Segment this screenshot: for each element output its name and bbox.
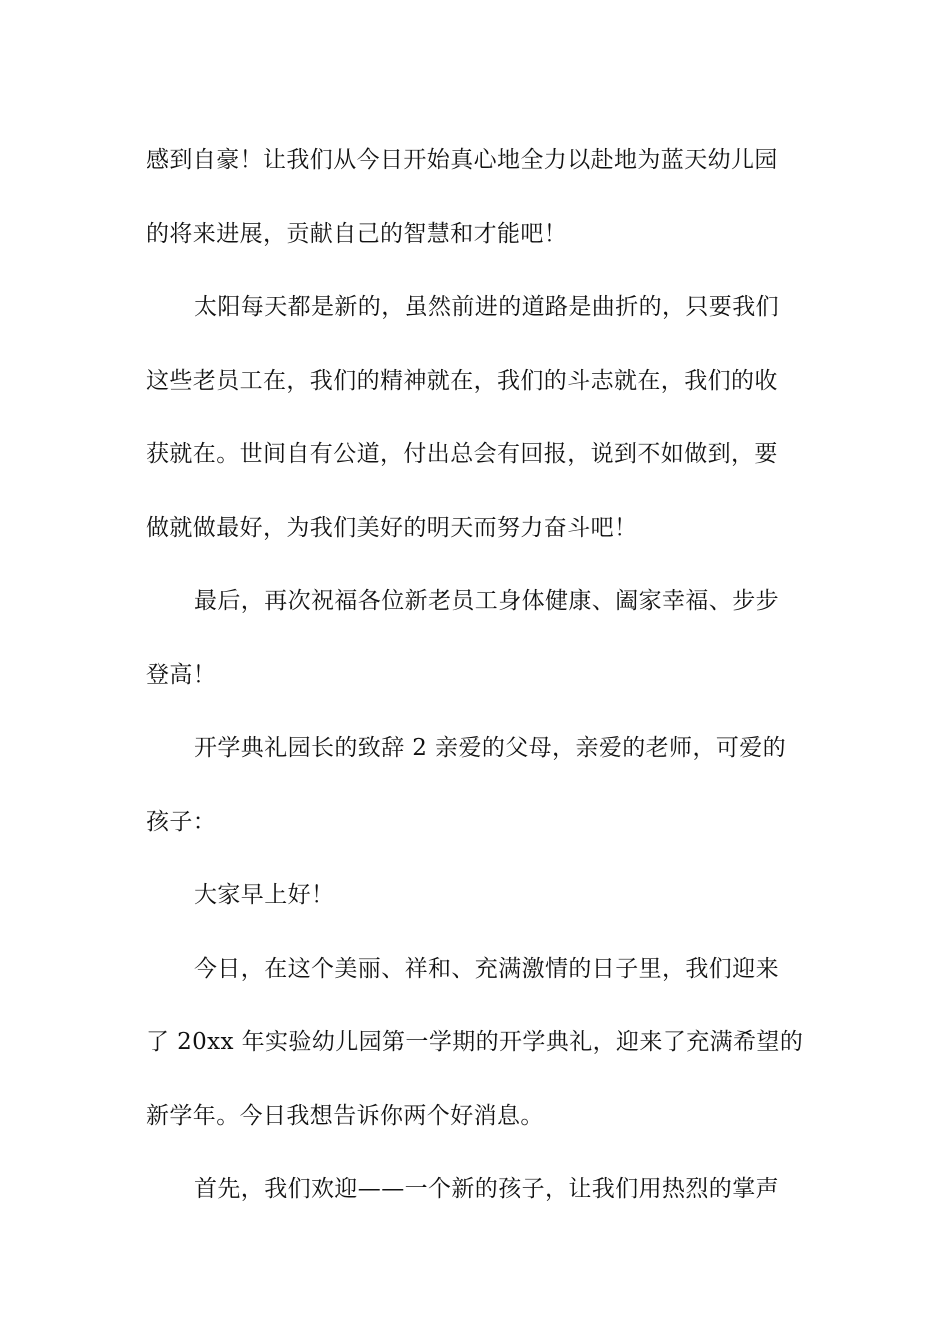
text-line: 最后，再次祝福各位新老员工身体健康、阖家幸福、步步 [194, 588, 779, 614]
text-line: 感到自豪！让我们从今日开始真心地全力以赴地为蓝天幼儿园 [146, 147, 778, 173]
text-line: 登高！ [146, 661, 217, 688]
text-line: 大家早上好！ [194, 882, 335, 908]
text-line: 做就做最好，为我们美好的明天而努力奋斗吧！ [146, 514, 638, 541]
text-line: 获就在。世间自有公道，付出总会有回报，说到不如做到，要 [146, 441, 778, 467]
text-line: 开学典礼园长的致辞 2 亲爱的父母，亲爱的老师，可爱的 [194, 735, 787, 761]
text-line: 孩子： [146, 808, 217, 835]
text-line: 首先，我们欢迎——一个新的孩子，让我们用热烈的掌声 [194, 1176, 779, 1202]
text-line: 新学年。今日我想告诉你两个好消息。 [146, 1102, 544, 1129]
text-line: 的将来进展，贡献自己的智慧和才能吧！ [146, 220, 568, 247]
text-line: 这些老员工在，我们的精神就在，我们的斗志就在，我们的收 [146, 367, 778, 394]
document-body [146, 124, 808, 1227]
text-line: 太阳每天都是新的，虽然前进的道路是曲折的，只要我们 [194, 294, 779, 320]
text-line: 今日，在这个美丽、祥和、充满激情的日子里，我们迎来 [194, 955, 779, 982]
text-line: 了 20xx 年实验幼儿园第一学期的开学典礼，迎来了充满希望的 [146, 1029, 804, 1055]
